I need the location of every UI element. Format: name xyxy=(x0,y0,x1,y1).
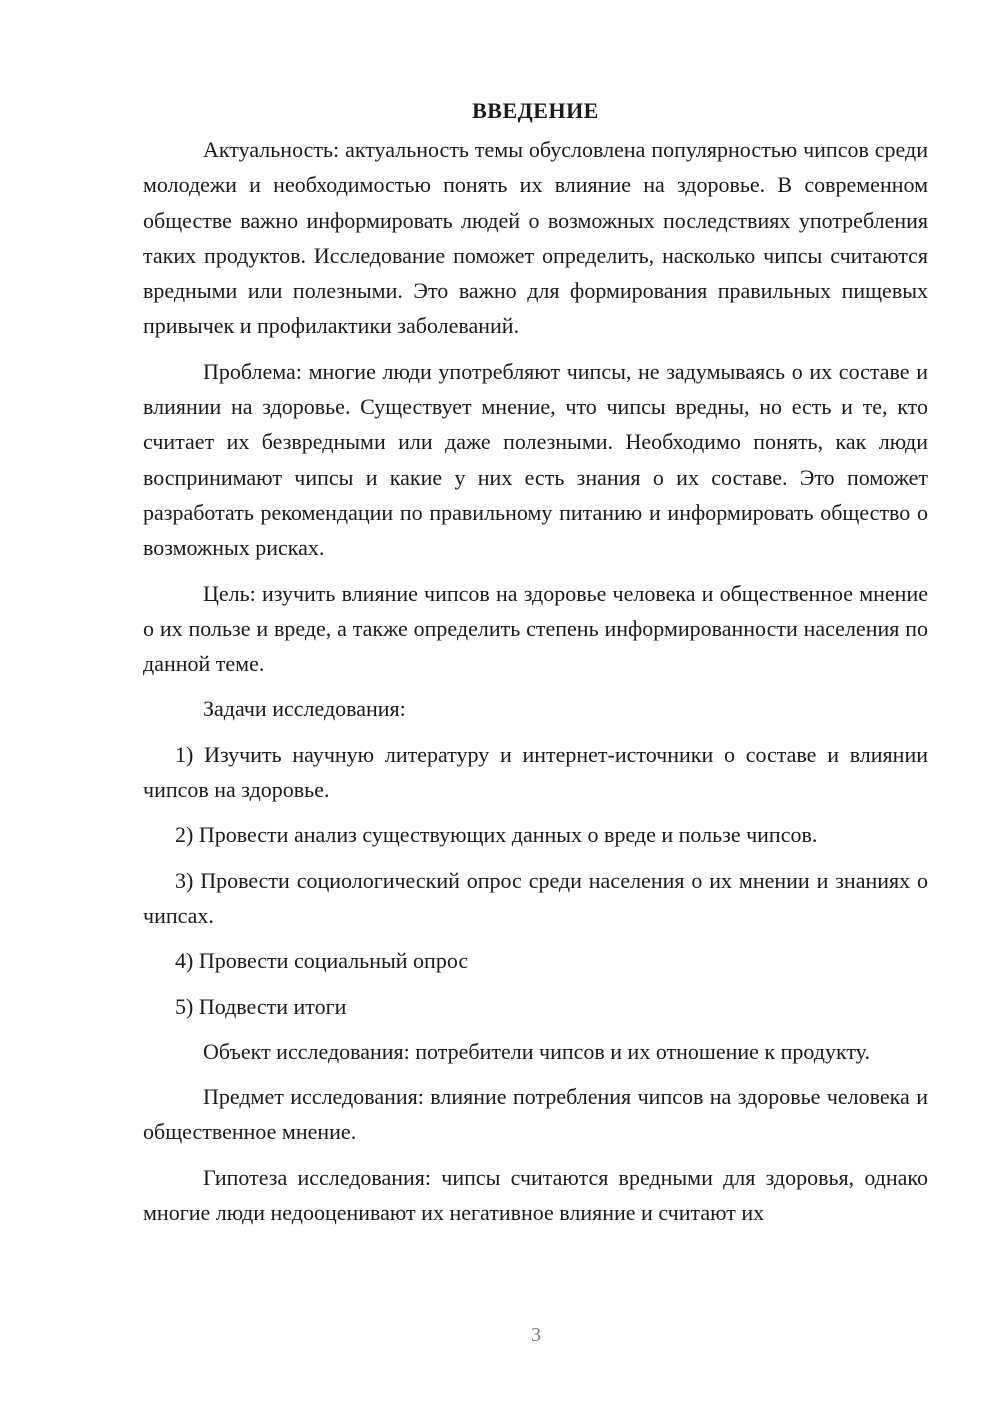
subject-paragraph: Предмет исследования: влияние потребления чипсов на здоровье человека и общественное мнение. xyxy=(143,1084,928,1145)
page-number: 3 xyxy=(531,1324,541,1346)
task-item: 1) Изучить научную литературу и интернет-источники о составе и влиянии чипсов на здоровье. xyxy=(143,741,928,803)
task-item: 3) Провести социологический опрос среди населения о их мнении и знаниях о чипсах. xyxy=(143,867,928,928)
problem-paragraph: Проблема: многие люди употребляют чипсы, не задумываясь о их составе и влиянии на здоровье. Существует мнение, что чипсы вредны, но есть и те, кто считает их безвредными или даже полезными. Необходимо понять, как люди воспринимают чипсы и какие у них есть знания о их составе. Это поможет разработать рекомендации по правильному питанию и информировать общество о возможных рисках. xyxy=(143,358,928,561)
hypothesis-paragraph: Гипотеза исследования: чипсы считаются вредными для здоровья, однако многие люди недооценивают их негативное влияние и считают их xyxy=(143,1164,928,1226)
relevance-paragraph: Актуальность: актуальность темы обусловлена популярностью чипсов среди молодежи и необходимостью понять их влияние на здоровье. В современном обществе важно информировать людей о возможных последствиях употребления таких продуктов. Исследование поможет определить, насколько чипсы считаются вредными или полезными. Это важно для формирования правильных пищевых привычек и профилактики заболеваний. xyxy=(143,137,928,339)
task-item: 5) Подвести итоги xyxy=(175,993,347,1019)
tasks-heading: Задачи исследования: xyxy=(203,696,406,722)
task-item: 4) Провести социальный опрос xyxy=(175,948,469,974)
goal-paragraph: Цель: изучить влияние чипсов на здоровье человека и общественное мнение о их пользе и вреде, а также определить степень информированности населения по данной теме. xyxy=(143,580,928,677)
document-page xyxy=(143,93,928,1240)
section-title: ВВЕДЕНИЕ xyxy=(472,98,599,123)
object-paragraph: Объект исследования: потребители чипсов и их отношение к продукту. xyxy=(203,1038,870,1064)
task-item: 2) Провести анализ существующих данных о вреде и пользе чипсов. xyxy=(175,822,818,848)
